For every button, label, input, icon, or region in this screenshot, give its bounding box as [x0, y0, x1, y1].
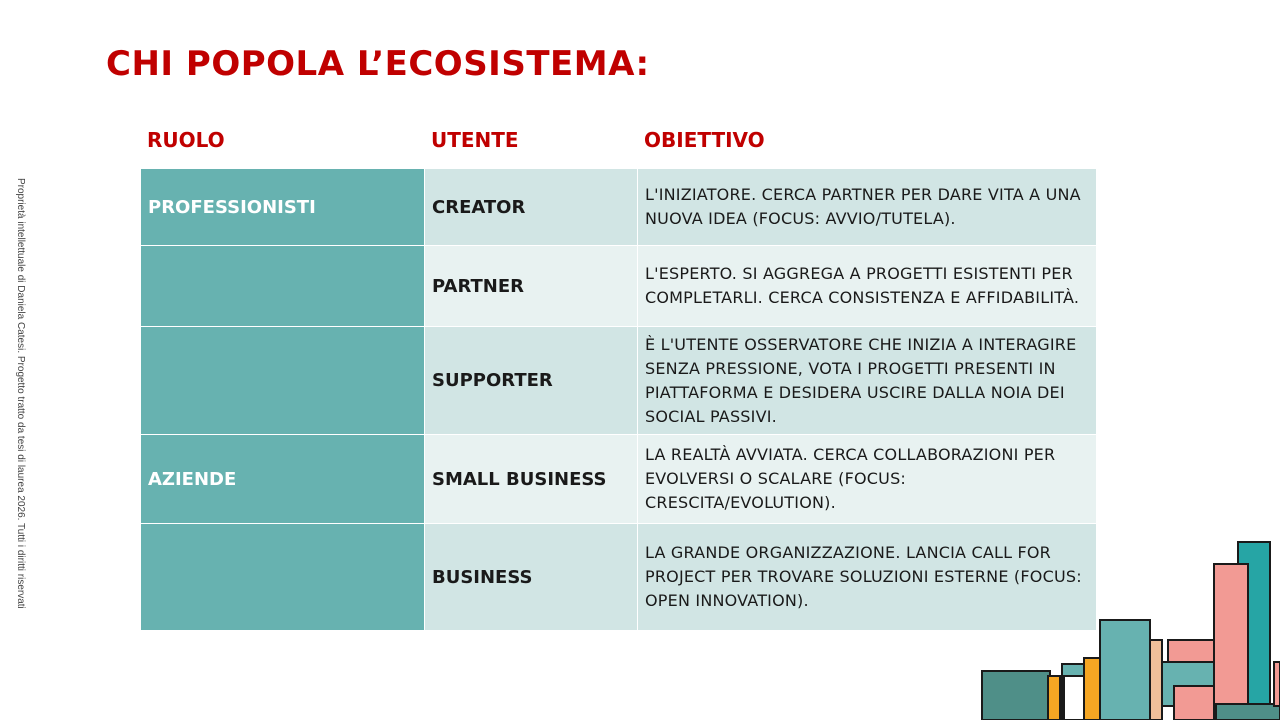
cell-ruolo: [141, 246, 425, 327]
slide-title: CHI POPOLA L’ECOSISTEMA:: [106, 44, 650, 84]
table-row: [141, 435, 1097, 524]
table-row: [141, 327, 1097, 435]
cell-obiettivo: È L'UTENTE OSSERVATORE CHE INIZIA A INTERAGIRE SENZA PRESSIONE, VOTA I PROGETTI PRESENTI IN PIATTAFORMA E DESIDERA USCIRE DALLA NOIA DEI SOCIAL PASSIVI.: [638, 327, 1097, 435]
cell-obiettivo: L'INIZIATORE. CERCA PARTNER PER DARE VITA A UNA NUOVA IDEA (FOCUS: AVVIO/TUTELA).: [638, 169, 1097, 246]
cell-utente: PARTNER: [425, 246, 638, 327]
table-row: [141, 524, 1097, 631]
cell-ruolo: AZIENDE: [141, 435, 425, 524]
ecosystem-table: [140, 168, 1097, 631]
cell-utente: SUPPORTER: [425, 327, 638, 435]
city-buildings-illustration-icon: [978, 536, 1280, 720]
cell-ruolo: PROFESSIONISTI: [141, 169, 425, 246]
cell-obiettivo: L'ESPERTO. SI AGGREGA A PROGETTI ESISTENTI PER COMPLETARLI. CERCA CONSISTENZA E AFFIDABILITÀ.: [638, 246, 1097, 327]
cell-obiettivo: LA REALTÀ AVVIATA. CERCA COLLABORAZIONI PER EVOLVERSI O SCALARE (FOCUS: CRESCITA/EVOLUTION).: [638, 435, 1097, 524]
cell-obiettivo: LA GRANDE ORGANIZZAZIONE. LANCIA CALL FOR PROJECT PER TROVARE SOLUZIONI ESTERNE (FOCUS: OPEN INNOVATION).: [638, 524, 1097, 631]
cell-utente: SMALL BUSINESS: [425, 435, 638, 524]
cell-utente: BUSINESS: [425, 524, 638, 631]
copyright-note: Proprietà intellettuale di Daniela Catesi. Progetto tratto da tesi di laurea 2026. Tutti i diritti riservati: [15, 178, 26, 609]
column-header-obiettivo: OBIETTIVO: [644, 128, 765, 152]
cell-ruolo: [141, 327, 425, 435]
table-row: [141, 246, 1097, 327]
column-header-utente: UTENTE: [431, 128, 519, 152]
cell-ruolo: [141, 524, 425, 631]
cell-utente: CREATOR: [425, 169, 638, 246]
column-header-ruolo: RUOLO: [147, 128, 225, 152]
table-row: [141, 169, 1097, 246]
